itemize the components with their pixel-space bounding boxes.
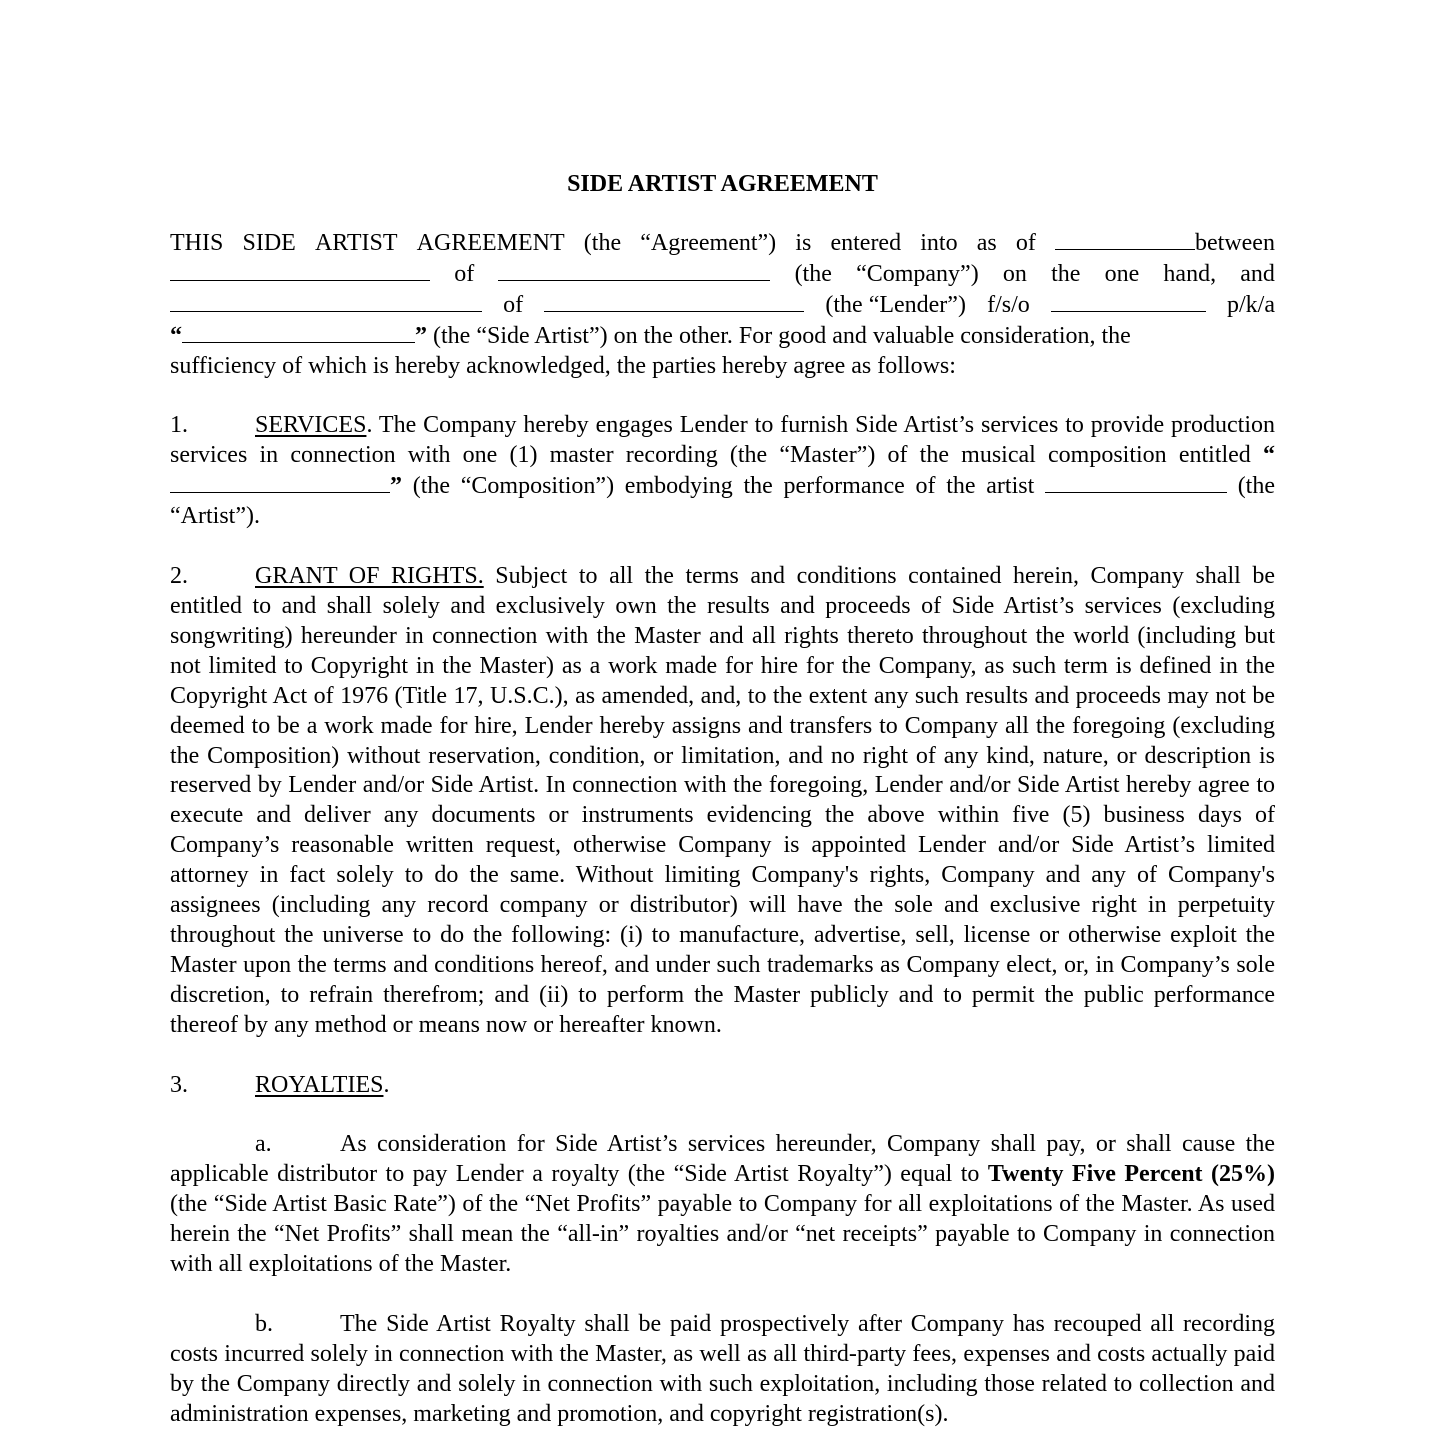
document-page [170, 170, 1275, 1430]
intro-line-3: of (the “Lender”) f/s/o p/k/a [170, 290, 1275, 321]
artist-name-blank[interactable] [1045, 471, 1227, 493]
side-artist-legal-name-blank[interactable] [1051, 290, 1206, 312]
lender-address-blank[interactable] [544, 290, 804, 312]
intro-line-5: sufficiency of which is hereby acknowledged, the parties hereby agree as follows: [170, 352, 956, 379]
section-2-heading: GRANT OF RIGHTS. [255, 563, 484, 590]
intro-paragraph [170, 228, 1275, 382]
company-name-blank[interactable] [170, 259, 430, 281]
lender-name-blank[interactable] [170, 290, 482, 312]
section-3-heading: ROYALTIES [255, 1071, 384, 1098]
section-1-services: 1. SERVICES. The Company hereby engages Lender to furnish Side Artist’s services to provide production services in connection with one (1) master recording (the “Master”) of the musical composition entitled “” (the “Composition”) embodying the performance of the artist (the “Artist”). [170, 412, 1275, 530]
intro-line-1: THIS SIDE ARTIST AGREEMENT (the “Agreement”) is entered into as of between [170, 229, 1275, 256]
section-3a: a. As consideration for Side Artist’s services hereunder, Company shall pay, or shall cause the applicable distributor to pay Lender a royalty (the “Side Artist Royalty”) equal to Twenty Five Percent (25%) (the “Side Artist Basic Rate”) of the “Net Profits” payable to Company for all exploitations of the Master. As used herein the “Net Profits” shall mean the “all-in” royalties and/or “net receipts” payable to Company in connection with all exploitations of the Master. [170, 1131, 1275, 1278]
document-title: SIDE ARTIST AGREEMENT [567, 171, 878, 197]
agreement-date-blank[interactable] [1055, 228, 1195, 250]
side-artist-professional-name-blank[interactable] [182, 321, 415, 343]
composition-title-blank[interactable] [170, 471, 390, 493]
section-1-heading: SERVICES [255, 412, 367, 439]
company-address-blank[interactable] [498, 259, 770, 281]
intro-line-2: of (the “Company”) on the one hand, and [170, 259, 1275, 290]
section-3b: b. The Side Artist Royalty shall be paid prospectively after Company has recouped all recording costs incurred solely in connection with the Master, as well as all third-party fees, expenses and costs actually paid by the Company directly and solely in connection with such exploitation, including those related to collection and administration expenses, marketing and promotion, and copyright registration(s). [170, 1311, 1275, 1427]
intro-line-4: “ ” (the “Side Artist”) on the other. For good and valuable consideration, the [170, 322, 1131, 349]
section-3-royalties: 3. ROYALTIES. [170, 1071, 390, 1098]
royalty-rate: Twenty Five Percent (25%) [987, 1161, 1275, 1188]
section-2-grant-of-rights: 2. GRANT OF RIGHTS. Subject to all the terms and conditions contained herein, Company shall be entitled to and shall solely and exclusively own the results and proceeds of Side Artist’s services (excluding songwriting) hereunder in connection with the Master and all rights thereto throughout the world (including but not limited to Copyright in the Master) as a work made for hire for the Company, as such term is defined in the Copyright Act of 1976 (Title 17, U.S.C.), as amended, and, to the extent any such results and proceeds may not be deemed to be a work made for hire, Lender hereby assigns and transfers to Company all the foregoing (excluding the Composition) without reservation, condition, or limitation, and no right of any kind, nature, or description is reserved by Lender and/or Side Artist. In connection with the foregoing, Lender and/or Side Artist hereby agree to execute and deliver any documents or instruments evidencing the above within five (5) business days of Company’s reasonable written request, otherwise Company is appointed Lender and/or Side Artist’s limited attorney in fact solely to do the same. Without limiting Company's rights, Company and any of Company's assignees (including any record company or distributor) will have the sole and exclusive right in perpetuity throughout the universe to do the following: (i) to manufacture, advertise, sell, license or otherwise exploit the Master upon the terms and conditions hereof, and under such trademarks as Company elect, or, in Company’s sole discretion, to refrain therefrom; and (ii) to perform the Master publicly and to permit the public performance thereof by any method or means now or hereafter known. [170, 563, 1275, 1038]
